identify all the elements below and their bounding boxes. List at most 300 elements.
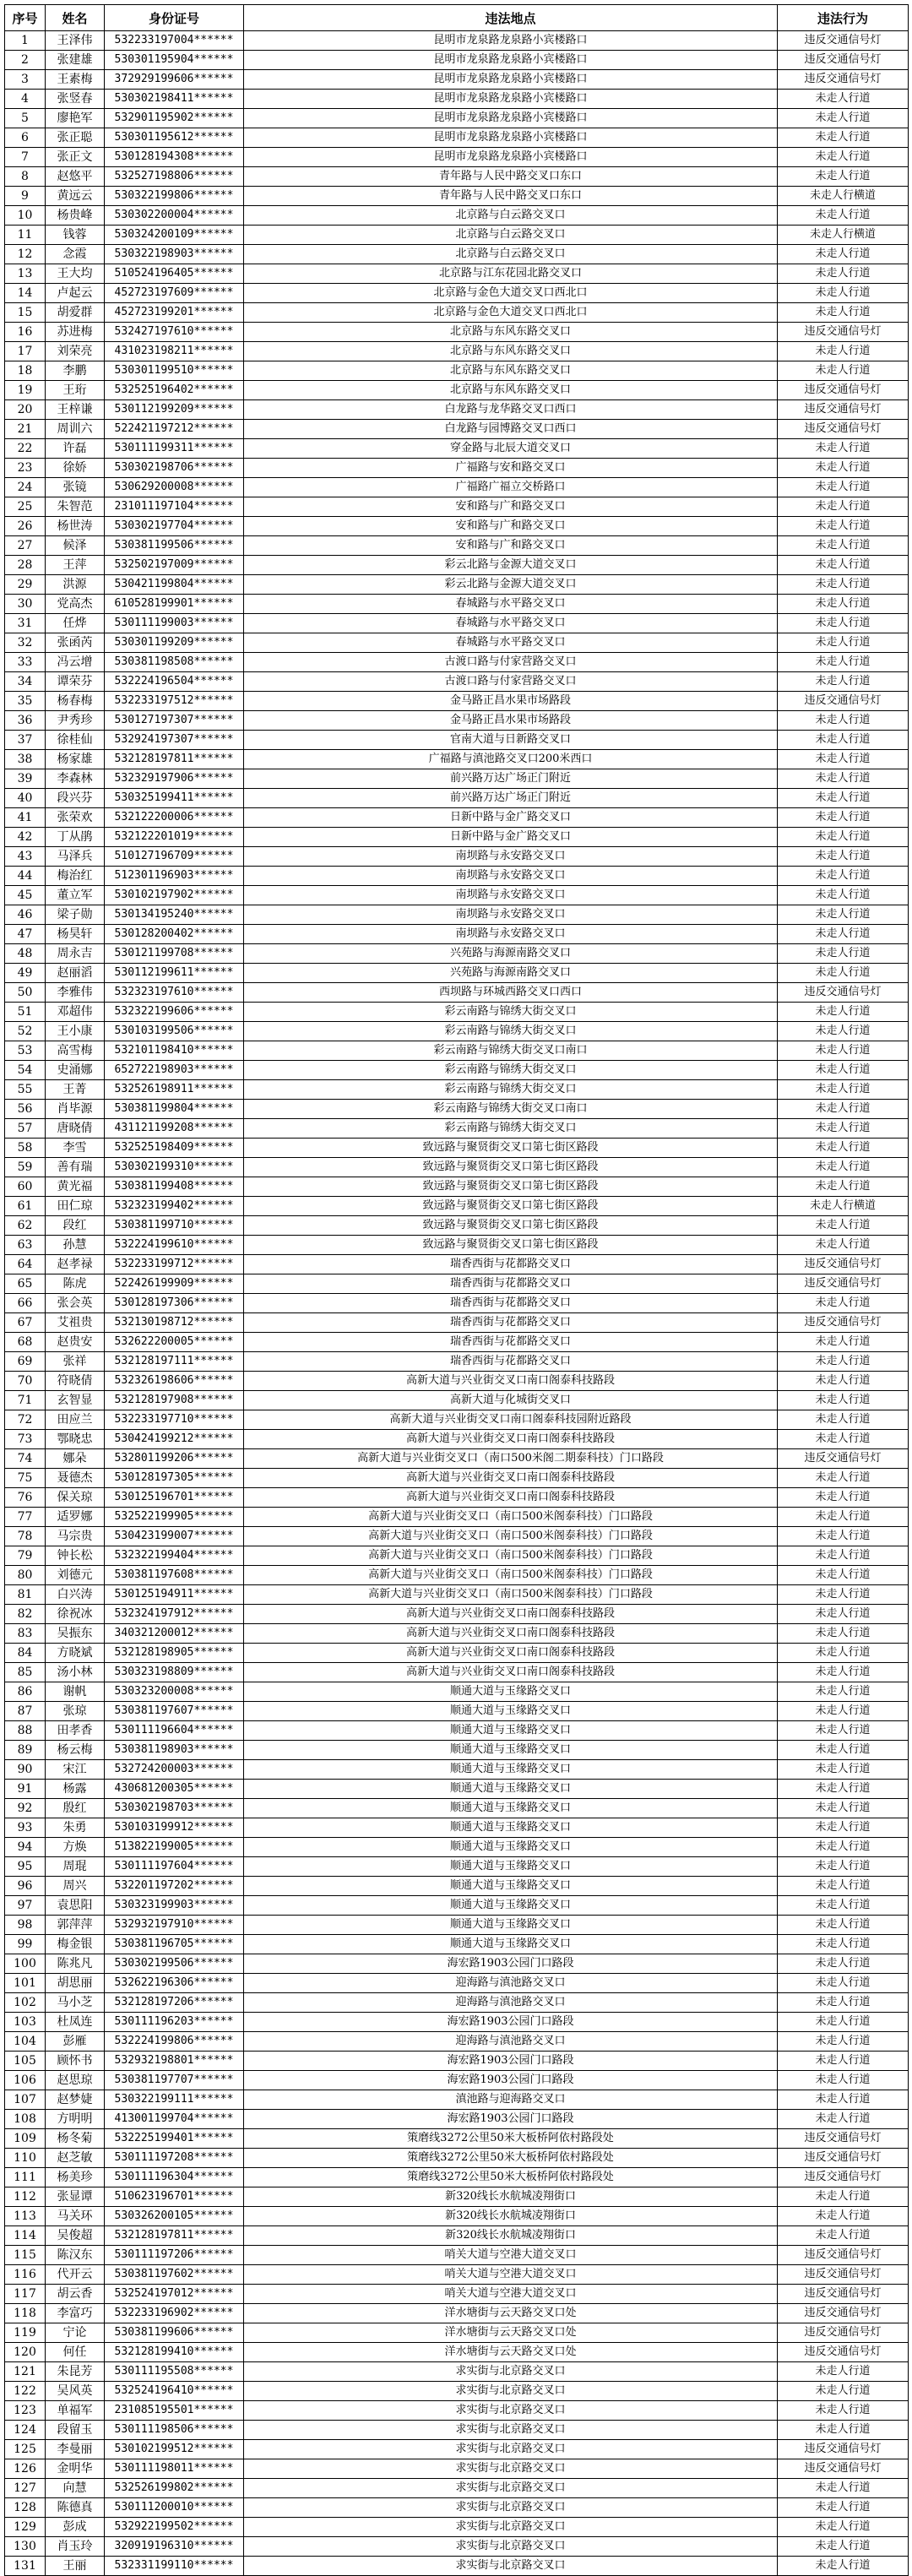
cell-name: 朱智范 (46, 497, 105, 517)
cell-index: 34 (5, 672, 46, 692)
cell-id-number: 532233197710****** (105, 1410, 244, 1430)
table-row (5, 595, 909, 614)
cell-violation: 未走人行道 (778, 789, 909, 808)
cell-index: 23 (5, 459, 46, 478)
cell-index: 58 (5, 1139, 46, 1158)
table-row (5, 1780, 909, 1799)
cell-id-number: 532323197610****** (105, 983, 244, 1003)
cell-id-number: 532130198712****** (105, 1313, 244, 1333)
cell-name: 方晓斌 (46, 1644, 105, 1663)
cell-name: 胡云香 (46, 2285, 105, 2304)
cell-name: 王丽 (46, 2557, 105, 2576)
cell-location: 顺通大道与玉缘路交叉口 (244, 1838, 778, 1857)
cell-index: 6 (5, 128, 46, 148)
header-location: 违法地点 (244, 5, 778, 31)
cell-id-number: 532128198905****** (105, 1644, 244, 1663)
cell-id-number: 530381199506****** (105, 536, 244, 556)
cell-location: 北京路与江东花园北路交叉口 (244, 264, 778, 284)
table-row (5, 2149, 909, 2168)
cell-id-number: 530302200004****** (105, 206, 244, 226)
cell-id-number: 532526198911****** (105, 1080, 244, 1100)
cell-id-number: 532502197009****** (105, 556, 244, 575)
table-row (5, 1993, 909, 2013)
cell-location: 前兴路万达广场正门附近 (244, 769, 778, 789)
cell-id-number: 530128197306****** (105, 1294, 244, 1313)
cell-name: 李鹏 (46, 361, 105, 381)
cell-violation: 违反交通信号灯 (778, 2265, 909, 2285)
cell-index: 39 (5, 769, 46, 789)
cell-id-number: 530301195904****** (105, 51, 244, 70)
table-row (5, 1022, 909, 1041)
cell-index: 38 (5, 750, 46, 769)
cell-location: 昆明市龙泉路龙泉路小宾楼路口 (244, 51, 778, 70)
header-id-number: 身份证号 (105, 5, 244, 31)
cell-location: 昆明市龙泉路龙泉路小宾楼路口 (244, 90, 778, 109)
cell-id-number: 532233197512****** (105, 692, 244, 711)
cell-id-number: 430681200305****** (105, 1780, 244, 1799)
cell-name: 胡思丽 (46, 1974, 105, 1993)
table-row (5, 439, 909, 459)
table-row (5, 1624, 909, 1644)
table-row (5, 1488, 909, 1508)
cell-violation: 未走人行道 (778, 556, 909, 575)
cell-violation: 未走人行道 (778, 614, 909, 633)
table-row (5, 381, 909, 400)
table-row (5, 400, 909, 420)
cell-index: 40 (5, 789, 46, 808)
cell-location: 安和路与广和路交叉口 (244, 497, 778, 517)
cell-violation: 违反交通信号灯 (778, 983, 909, 1003)
table-row (5, 944, 909, 964)
table-row (5, 2129, 909, 2149)
cell-name: 张函芮 (46, 633, 105, 653)
cell-location: 高新大道与兴业街交叉口南口阁泰科技路段 (244, 1644, 778, 1663)
cell-location: 求实街与北京路交叉口 (244, 2401, 778, 2421)
cell-location: 安和路与广和路交叉口 (244, 536, 778, 556)
cell-id-number: 320919196310****** (105, 2537, 244, 2557)
cell-index: 115 (5, 2246, 46, 2265)
cell-name: 张镜 (46, 478, 105, 497)
cell-id-number: 532924197307****** (105, 731, 244, 750)
cell-id-number: 530112199209****** (105, 400, 244, 420)
cell-violation: 未走人行道 (778, 2479, 909, 2498)
cell-id-number: 532527198806****** (105, 167, 244, 187)
table-row (5, 1139, 909, 1158)
cell-id-number: 532128197811****** (105, 2226, 244, 2246)
cell-location: 穿金路与北辰大道交叉口 (244, 439, 778, 459)
cell-location: 顺通大道与玉缘路交叉口 (244, 1682, 778, 1702)
table-row (5, 1372, 909, 1391)
cell-index: 17 (5, 342, 46, 361)
cell-index: 32 (5, 633, 46, 653)
table-row (5, 206, 909, 226)
cell-id-number: 532128199410****** (105, 2343, 244, 2362)
cell-location: 高新大道与兴业街交叉口南口阁泰科技路段 (244, 1469, 778, 1488)
cell-violation: 未走人行道 (778, 1041, 909, 1061)
cell-violation: 未走人行道 (778, 2421, 909, 2440)
cell-index: 108 (5, 2110, 46, 2129)
cell-index: 68 (5, 1333, 46, 1352)
cell-location: 顺通大道与玉缘路交叉口 (244, 1780, 778, 1799)
table-row (5, 536, 909, 556)
cell-id-number: 530381197602****** (105, 2265, 244, 2285)
cell-index: 98 (5, 1916, 46, 1935)
cell-id-number: 532122200006****** (105, 808, 244, 828)
cell-location: 瑞香西街与花都路交叉口 (244, 1274, 778, 1294)
cell-location: 顺通大道与玉缘路交叉口 (244, 1857, 778, 1877)
cell-violation: 未走人行道 (778, 1954, 909, 1974)
cell-location: 海宏路1903公园门口路段 (244, 2110, 778, 2129)
cell-index: 90 (5, 1760, 46, 1780)
cell-name: 冯云增 (46, 653, 105, 672)
cell-location: 昆明市龙泉路龙泉路小宾楼路口 (244, 128, 778, 148)
cell-name: 王梓谦 (46, 400, 105, 420)
cell-name: 田仁琼 (46, 1197, 105, 1216)
cell-location: 兴苑路与海源南路交叉口 (244, 964, 778, 983)
cell-name: 孙慧 (46, 1236, 105, 1255)
cell-violation: 未走人行道 (778, 1916, 909, 1935)
cell-name: 刘荣亮 (46, 342, 105, 361)
cell-id-number: 532331199110****** (105, 2557, 244, 2576)
cell-index: 3 (5, 70, 46, 90)
cell-location: 南坝路与永安路交叉口 (244, 867, 778, 886)
cell-violation: 未走人行道 (778, 595, 909, 614)
cell-location: 迎海路与滇池路交叉口 (244, 1993, 778, 2013)
cell-violation: 未走人行道 (778, 1158, 909, 1177)
cell-name: 段兴芬 (46, 789, 105, 808)
cell-id-number: 532224199806****** (105, 2032, 244, 2052)
cell-id-number: 530301195612****** (105, 128, 244, 148)
cell-violation: 未走人行道 (778, 944, 909, 964)
cell-location: 滇池路与迎海路交叉口 (244, 2090, 778, 2110)
cell-name: 宁论 (46, 2323, 105, 2343)
cell-violation: 违反交通信号灯 (778, 420, 909, 439)
cell-location: 求实街与北京路交叉口 (244, 2382, 778, 2401)
cell-location: 瑞香西街与花都路交叉口 (244, 1255, 778, 1274)
cell-name: 李富巧 (46, 2304, 105, 2323)
cell-location: 北京路与白云路交叉口 (244, 226, 778, 245)
cell-location: 致远路与聚贤街交叉口第七街区路段 (244, 1216, 778, 1236)
table-row (5, 2052, 909, 2071)
cell-index: 84 (5, 1644, 46, 1663)
cell-location: 高新大道与兴业街交叉口（南口500米阁泰科技）门口路段 (244, 1585, 778, 1605)
cell-name: 张会英 (46, 1294, 105, 1313)
cell-id-number: 510623196701****** (105, 2187, 244, 2207)
cell-violation: 未走人行道 (778, 517, 909, 536)
cell-name: 赵孝禄 (46, 1255, 105, 1274)
cell-id-number: 532322199404****** (105, 1546, 244, 1566)
cell-violation: 违反交通信号灯 (778, 400, 909, 420)
cell-violation: 未走人行道 (778, 1372, 909, 1391)
table-row (5, 1974, 909, 1993)
cell-index: 28 (5, 556, 46, 575)
header-index: 序号 (5, 5, 46, 31)
cell-index: 2 (5, 51, 46, 70)
table-row (5, 1721, 909, 1741)
cell-violation: 未走人行道 (778, 1896, 909, 1916)
cell-violation: 未走人行道 (778, 1818, 909, 1838)
table-row (5, 886, 909, 905)
cell-name: 钱蓉 (46, 226, 105, 245)
cell-name: 任烨 (46, 614, 105, 633)
cell-violation: 未走人行道 (778, 1741, 909, 1760)
cell-id-number: 231085195501****** (105, 2401, 244, 2421)
cell-index: 83 (5, 1624, 46, 1644)
cell-violation: 违反交通信号灯 (778, 2440, 909, 2459)
cell-location: 彩云南路与锦绣大街交叉口 (244, 1022, 778, 1041)
cell-location: 高新大道与兴业街交叉口南口阁泰科技路段 (244, 1430, 778, 1449)
cell-name: 候泽 (46, 536, 105, 556)
table-row (5, 1469, 909, 1488)
cell-location: 高新大道与兴业街交叉口（南口500米阁泰科技）门口路段 (244, 1546, 778, 1566)
table-row (5, 847, 909, 867)
cell-name: 念霞 (46, 245, 105, 264)
cell-index: 26 (5, 517, 46, 536)
cell-violation: 未走人行道 (778, 2382, 909, 2401)
table-row (5, 1799, 909, 1818)
cell-id-number: 530302199310****** (105, 1158, 244, 1177)
cell-id-number: 530324200109****** (105, 226, 244, 245)
cell-index: 91 (5, 1780, 46, 1799)
cell-index: 62 (5, 1216, 46, 1236)
cell-name: 陈汉东 (46, 2246, 105, 2265)
cell-location: 官南大道与日新路交叉口 (244, 731, 778, 750)
cell-index: 57 (5, 1119, 46, 1139)
cell-id-number: 530421199804****** (105, 575, 244, 595)
cell-index: 25 (5, 497, 46, 517)
cell-violation: 未走人行道 (778, 536, 909, 556)
cell-index: 85 (5, 1663, 46, 1682)
cell-violation: 未走人行横道 (778, 187, 909, 206)
cell-index: 88 (5, 1721, 46, 1741)
cell-index: 5 (5, 109, 46, 128)
table-row (5, 1449, 909, 1469)
table-row (5, 750, 909, 769)
cell-index: 73 (5, 1430, 46, 1449)
table-row (5, 1605, 909, 1624)
table-row (5, 1818, 909, 1838)
table-row (5, 1158, 909, 1177)
cell-name: 娜朵 (46, 1449, 105, 1469)
cell-name: 党高杰 (46, 595, 105, 614)
cell-index: 102 (5, 1993, 46, 2013)
table-row (5, 1527, 909, 1546)
cell-location: 彩云南路与锦绣大街交叉口 (244, 1119, 778, 1139)
cell-name: 方焕 (46, 1838, 105, 1857)
table-row (5, 2537, 909, 2557)
cell-index: 8 (5, 167, 46, 187)
cell-violation: 未走人行道 (778, 342, 909, 361)
cell-location: 海宏路1903公园门口路段 (244, 2071, 778, 2090)
cell-violation: 违反交通信号灯 (778, 2246, 909, 2265)
table-row (5, 342, 909, 361)
table-row (5, 653, 909, 672)
cell-violation: 未走人行道 (778, 206, 909, 226)
cell-index: 112 (5, 2187, 46, 2207)
cell-name: 周兴 (46, 1877, 105, 1896)
cell-id-number: 532922199502****** (105, 2518, 244, 2537)
cell-violation: 未走人行道 (778, 1682, 909, 1702)
table-row (5, 2421, 909, 2440)
table-row (5, 731, 909, 750)
table-row (5, 478, 909, 497)
cell-index: 124 (5, 2421, 46, 2440)
table-row (5, 2343, 909, 2362)
cell-location: 求实街与北京路交叉口 (244, 2421, 778, 2440)
cell-id-number: 530111198011****** (105, 2459, 244, 2479)
cell-location: 古渡口路与付家营路交叉口 (244, 653, 778, 672)
cell-violation: 违反交通信号灯 (778, 2129, 909, 2149)
cell-violation: 违反交通信号灯 (778, 2304, 909, 2323)
cell-violation: 未走人行道 (778, 245, 909, 264)
cell-id-number: 530381197608****** (105, 1566, 244, 1585)
cell-id-number: 532128197111****** (105, 1352, 244, 1372)
cell-location: 洋水塘街与云天路交叉口处 (244, 2304, 778, 2323)
cell-name: 许磊 (46, 439, 105, 459)
cell-violation: 违反交通信号灯 (778, 51, 909, 70)
cell-name: 杨家雄 (46, 750, 105, 769)
table-row (5, 1236, 909, 1255)
cell-index: 36 (5, 711, 46, 731)
cell-index: 77 (5, 1508, 46, 1527)
cell-violation: 未走人行道 (778, 1527, 909, 1546)
table-row (5, 1119, 909, 1139)
table-row (5, 1430, 909, 1449)
table-row (5, 2090, 909, 2110)
cell-index: 127 (5, 2479, 46, 2498)
cell-name: 徐祝冰 (46, 1605, 105, 1624)
cell-location: 前兴路万达广场正门附近 (244, 789, 778, 808)
cell-violation: 未走人行道 (778, 1702, 909, 1721)
table-row (5, 1935, 909, 1954)
cell-index: 86 (5, 1682, 46, 1702)
cell-index: 71 (5, 1391, 46, 1410)
cell-id-number: 530103199912****** (105, 1818, 244, 1838)
cell-name: 彭雁 (46, 2032, 105, 2052)
cell-violation: 未走人行道 (778, 109, 909, 128)
cell-name: 张显谭 (46, 2187, 105, 2207)
cell-name: 周琨 (46, 1857, 105, 1877)
cell-name: 赵丽滔 (46, 964, 105, 983)
cell-index: 96 (5, 1877, 46, 1896)
cell-id-number: 530302198411****** (105, 90, 244, 109)
cell-id-number: 530111198506****** (105, 2421, 244, 2440)
cell-name: 赵梦婕 (46, 2090, 105, 2110)
header-name: 姓名 (46, 5, 105, 31)
cell-violation: 未走人行道 (778, 497, 909, 517)
cell-name: 张荣欢 (46, 808, 105, 828)
cell-id-number: 522421197212****** (105, 420, 244, 439)
table-row (5, 2459, 909, 2479)
cell-location: 致远路与聚贤街交叉口第七街区路段 (244, 1197, 778, 1216)
table-row (5, 2362, 909, 2382)
cell-location: 顺通大道与玉缘路交叉口 (244, 1916, 778, 1935)
table-row (5, 1100, 909, 1119)
cell-name: 单福军 (46, 2401, 105, 2421)
cell-name: 陈虎 (46, 1274, 105, 1294)
table-row (5, 2265, 909, 2285)
cell-name: 袁思阳 (46, 1896, 105, 1916)
cell-index: 27 (5, 536, 46, 556)
cell-name: 杨世涛 (46, 517, 105, 536)
cell-location: 瑞香西街与花都路交叉口 (244, 1294, 778, 1313)
cell-location: 致远路与聚贤街交叉口第七街区路段 (244, 1177, 778, 1197)
cell-name: 适罗娜 (46, 1508, 105, 1527)
cell-violation: 未走人行道 (778, 886, 909, 905)
table-row (5, 1857, 909, 1877)
cell-violation: 未走人行道 (778, 303, 909, 323)
cell-violation: 未走人行道 (778, 148, 909, 167)
cell-id-number: 530323199903****** (105, 1896, 244, 1916)
cell-id-number: 452723199201****** (105, 303, 244, 323)
cell-violation: 违反交通信号灯 (778, 381, 909, 400)
cell-name: 李森林 (46, 769, 105, 789)
cell-location: 瑞香西街与花都路交叉口 (244, 1313, 778, 1333)
cell-id-number: 532622200005****** (105, 1333, 244, 1352)
cell-index: 51 (5, 1003, 46, 1022)
cell-index: 118 (5, 2304, 46, 2323)
table-row (5, 672, 909, 692)
table-row (5, 226, 909, 245)
cell-id-number: 530629200008****** (105, 478, 244, 497)
cell-index: 81 (5, 1585, 46, 1605)
cell-location: 哨关大道与空港大道交叉口 (244, 2246, 778, 2265)
cell-violation: 未走人行道 (778, 1663, 909, 1682)
cell-violation: 违反交通信号灯 (778, 2168, 909, 2187)
cell-violation: 未走人行道 (778, 1780, 909, 1799)
cell-violation: 未走人行道 (778, 1177, 909, 1197)
cell-id-number: 530111196203****** (105, 2013, 244, 2032)
cell-violation: 未走人行道 (778, 1410, 909, 1430)
cell-violation: 未走人行道 (778, 1721, 909, 1741)
cell-location: 高新大道与兴业街交叉口南口阁泰科技路段 (244, 1624, 778, 1644)
table-row (5, 1954, 909, 1974)
cell-name: 杨昊轩 (46, 925, 105, 944)
cell-violation: 未走人行道 (778, 2187, 909, 2207)
cell-index: 104 (5, 2032, 46, 2052)
cell-id-number: 532323199402****** (105, 1197, 244, 1216)
table-row (5, 323, 909, 342)
cell-index: 110 (5, 2149, 46, 2168)
table-row (5, 497, 909, 517)
cell-violation: 未走人行道 (778, 633, 909, 653)
cell-violation: 违反交通信号灯 (778, 2285, 909, 2304)
cell-violation: 未走人行道 (778, 264, 909, 284)
cell-id-number: 530111200010****** (105, 2498, 244, 2518)
cell-location: 高新大道与兴业街交叉口南口阁泰科技路段 (244, 1605, 778, 1624)
cell-name: 田孝香 (46, 1721, 105, 1741)
cell-index: 63 (5, 1236, 46, 1255)
cell-id-number: 510524196405****** (105, 264, 244, 284)
cell-location: 致远路与聚贤街交叉口第七街区路段 (244, 1236, 778, 1255)
cell-id-number: 530121199708****** (105, 944, 244, 964)
cell-location: 白龙路与园博路交叉口西口 (244, 420, 778, 439)
cell-index: 12 (5, 245, 46, 264)
cell-name: 张建雄 (46, 51, 105, 70)
cell-violation: 违反交通信号灯 (778, 1274, 909, 1294)
cell-location: 高新大道与兴业街交叉口（南口500米阁泰科技）门口路段 (244, 1527, 778, 1546)
table-row (5, 187, 909, 206)
table-row (5, 1682, 909, 1702)
cell-violation: 未走人行道 (778, 1508, 909, 1527)
cell-id-number: 532201197202****** (105, 1877, 244, 1896)
cell-name: 丁从鹃 (46, 828, 105, 847)
cell-id-number: 530125196701****** (105, 1488, 244, 1508)
cell-location: 彩云北路与金源大道交叉口 (244, 556, 778, 575)
cell-id-number: 532128197811****** (105, 750, 244, 769)
cell-id-number: 532329197906****** (105, 769, 244, 789)
cell-name: 杨露 (46, 1780, 105, 1799)
